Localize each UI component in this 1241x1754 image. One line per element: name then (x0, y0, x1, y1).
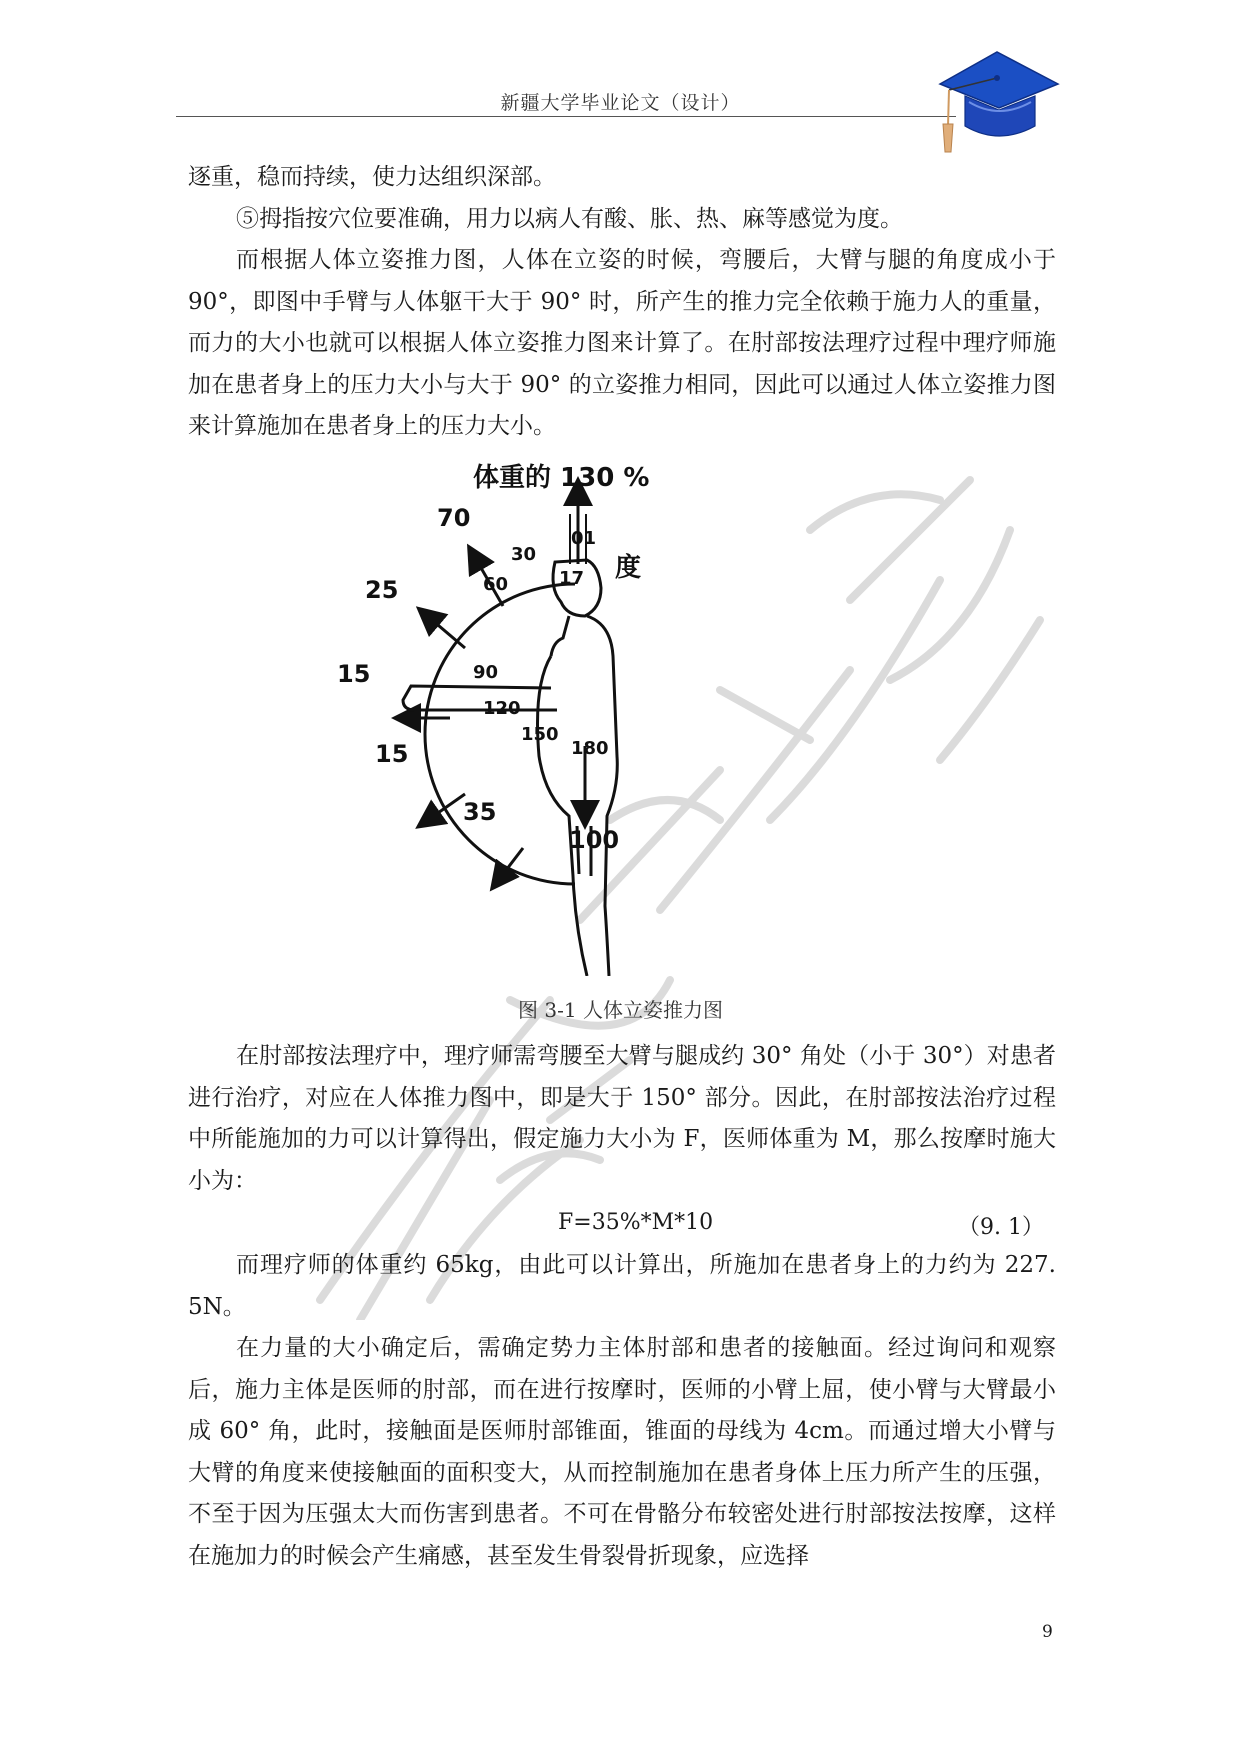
graduation-cap-logo (935, 48, 1065, 160)
figure-top-label: 体重的 130 % (473, 463, 650, 493)
force-value-25: 25 (365, 576, 399, 604)
paragraph: ⑤拇指按穴位要准确，用力以病人有酸、胀、热、麻等感觉为度。 (236, 205, 903, 232)
equation: F=35%*M*10 (558, 1210, 714, 1235)
page-number: 9 (1042, 1622, 1053, 1642)
header-rule (176, 116, 956, 117)
paragraph: 逐重，稳而持续，使力达组织深部。 (188, 164, 556, 190)
angle-mark-150: 150 (521, 724, 559, 745)
paragraph: 而根据人体立姿推力图，人体在立姿的时候，弯腰后，大臂与腿的角度成小于 90°，即图中手臂与人体躯干大于 90° 时，所产生的推力完全依赖于施力人的重量，而力的大小也就可以根据人体立姿推力图来计算了。在肘部按法理疗过程中理疗师施加在患者身上的压力大小与大于 90° 的立姿推力相同，因此可以通过人体立姿推力图来计算施加在患者身上的压力大小。 (188, 247, 1056, 439)
angle-mark-180: 180 (571, 738, 609, 759)
paragraph: 在肘部按法理疗中，理疗师需弯腰至大臂与腿成约 30° 角处（小于 30°）对患者进行治疗，对应在人体推力图中，即是大于 150° 部分。因此，在肘部按法治疗过程中所能施加的力可以计算得出，假定施力大小为 F，医师体重为 M，那么按摩时施大小为： (188, 1043, 1056, 1194)
equation-number: （9. 1） (958, 1215, 1044, 1240)
figure-degree-label: 度 (615, 553, 642, 583)
force-value-100: 100 (569, 826, 620, 854)
paragraph: 在力量的大小确定后，需确定势力主体肘部和患者的接触面。经过询问和观察后，施力主体是医师的肘部，而在进行按摩时，医师的小臂上屈，使小臂与大臂最小成 60° 角，此时，接触面是医师肘部锥面，锥面的母线为 4cm。而通过增大小臂与大臂的角度来使接触面的面积变大，从而控制施加在患者身体上压力所产生的压强，不至于因为压强太大而伤害到患者。不可在骨骼分布较密处进行肘部按法按摩，这样在施加力的时候会产生痛感，甚至发生骨裂骨折现象，应选择 (188, 1335, 1056, 1569)
body-text-mid (188, 1036, 1056, 1202)
running-header: 新疆大学毕业论文（设计） (500, 92, 741, 114)
force-value-15-upper: 15 (337, 660, 371, 688)
paragraph: 而理疗师的体重约 65kg，由此可以计算出，所施加在患者身上的力约为 227. 5N。 (188, 1252, 1056, 1320)
angle-mark-01: 01 (571, 528, 597, 549)
force-value-70: 70 (437, 504, 471, 532)
angle-mark-17: 17 (559, 568, 585, 589)
angle-mark-120: 120 (483, 698, 521, 719)
angle-mark-30: 30 (511, 544, 537, 565)
force-value-15-lower: 15 (375, 740, 409, 768)
body-text-bottom (188, 1245, 1056, 1577)
body-text-top (188, 157, 1056, 448)
figure-caption: 图 3-1 人体立姿推力图 (518, 998, 723, 1022)
equation-line (188, 1210, 1056, 1240)
standing-thrust-figure (325, 456, 755, 976)
force-value-35: 35 (463, 798, 497, 826)
angle-mark-60: 60 (483, 574, 509, 595)
angle-mark-90: 90 (473, 662, 499, 683)
